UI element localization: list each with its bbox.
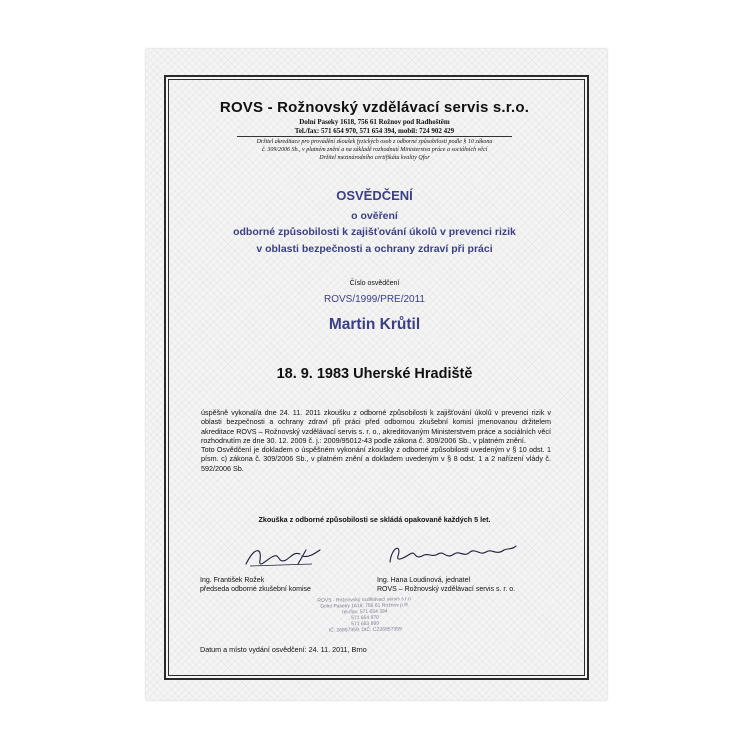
stamp-line: IČ: 26857359, DIČ: CZ26857359 (328, 626, 402, 634)
accreditation-line-1: Držitel akreditace pro provádění zkoušek fyzických osob z odborné způsobilosti podle § 10 zákona (256, 139, 493, 145)
signature-left-block (200, 576, 370, 594)
company-stamp (305, 596, 426, 634)
issue-date-place: Datum a místo vydání osvědčení: 24. 11. 2011, Brno (200, 645, 367, 654)
stamp-line: ROVS - Rožnovský vzdělávací servis s.r.o. (317, 596, 413, 604)
signatory-right-role: ROVS – Rožnovský vzdělávací servis s. r. o. (377, 586, 516, 593)
repeat-note: Zkouška z odborné způsobilosti se skládá opakovaně každých 5 let. (258, 515, 491, 524)
stamp-line: tel./fax: 571 654 394 (342, 608, 388, 616)
accreditation-line-3: Držitel mezinárodního certifikátu kvality Qfor (319, 155, 430, 161)
signature-right-block (377, 576, 567, 594)
signature-left (240, 538, 330, 574)
certificate-subject-1: odborné způsobilosti k zajišťování úkolů v prevenci rizik (233, 226, 516, 238)
signatory-left-name: Ing. František Rožek (200, 577, 265, 584)
certificate-heading: OSVĚDČENÍ (336, 188, 413, 203)
company-address: Dolní Paseky 1618, 756 61 Rožnov pod Radhoštěm (299, 118, 450, 126)
accreditation-line-2: č. 309/2006 Sb., v platném znění a na základě rozhodnutí Ministerstva práce a sociálních věcí (261, 147, 488, 153)
company-contact: Tel./fax: 571 654 970, 571 654 394, mobil: 724 902 429 (294, 127, 455, 135)
company-title: ROVS - Rožnovský vzdělávací servis s.r.o. (219, 99, 530, 116)
stamp-line: 571 653 899 (351, 620, 380, 628)
holder-birth: 18. 9. 1983 Uherské Hradiště (276, 366, 473, 382)
signatory-right-name: Ing. Hana Loudinová, jednatel (377, 577, 471, 584)
signature-right (384, 540, 524, 570)
body-text (201, 408, 551, 473)
certificate-number-label: Číslo osvědčení (349, 280, 400, 287)
body-paragraph-2: Toto Osvědčení je dokladem o úspěšném vykonání zkoušky z odborné způsobilosti uvedeným v § 10 odst. 1 písm. c) zákona č. 309/2006 Sb., v platném znění a dokladem uvedeným v § 8 odst. 1 a 2 nařízení vlády č. 592/2006 Sb. (201, 445, 551, 473)
certificate-number: ROVS/1999/PRE/2011 (324, 294, 425, 305)
stamp-line: 571 654 970 (351, 614, 380, 622)
signatory-left-role: předseda odborné zkušební komise (200, 586, 311, 593)
stamp-line: Dolní Paseky 1618, 756 61 Rožnov p.R. (320, 602, 410, 610)
body-paragraph-1: úspěšně vykonal/a dne 24. 11. 2011 zkoušku z odborné způsobilosti k zajišťování úkolů v prevenci rizik v oblasti bezpečnosti a ochrany zdraví při práci před odbornou zkušební komisí jmenovanou držitelem akreditace ROVS – Rožnovský vzdělávací servis s. r. o., akreditovaným Ministerstvem práce a sociálních věcí rozhodnutím ze dne 30. 12. 2009 č. j.: 2009/95012-43 podle zákona č. 309/2006 Sb., v platném znění. (201, 408, 551, 445)
holder-name: Martin Krůtil (328, 316, 421, 333)
certificate-subheading: o ověření (351, 210, 398, 222)
certificate-subject-2: v oblasti bezpečnosti a ochrany zdraví při práci (256, 243, 493, 255)
header-separator (237, 136, 512, 137)
